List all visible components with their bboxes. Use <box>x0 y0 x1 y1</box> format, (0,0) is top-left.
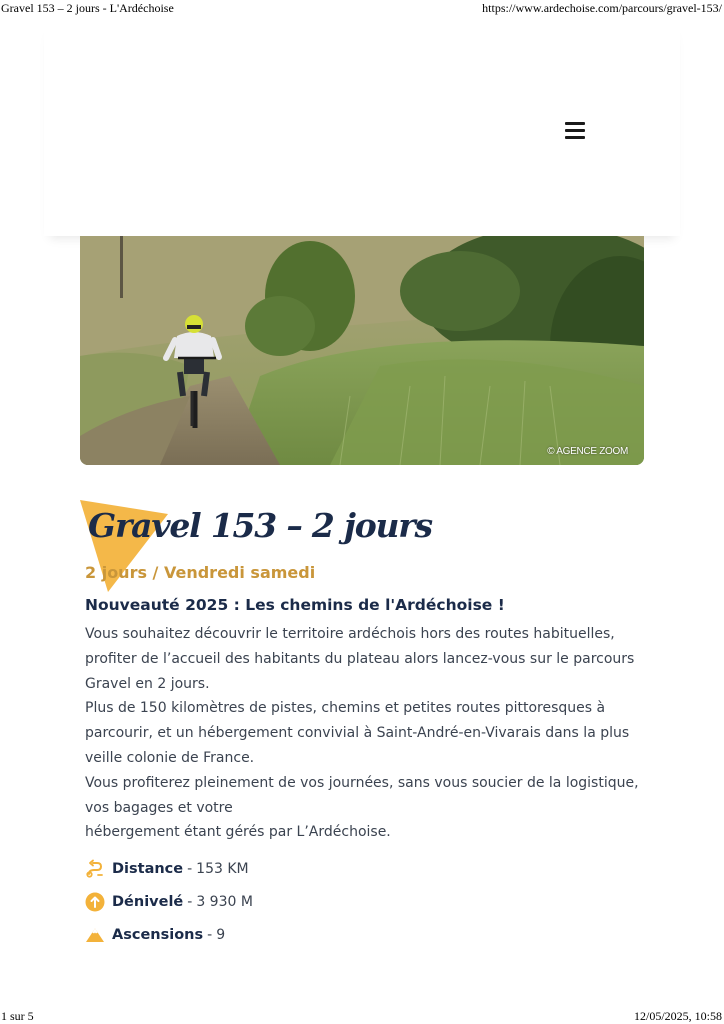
duration-subtitle: 2 jours / Vendredi samedi <box>85 563 316 582</box>
cyclist-gravel-photo <box>80 236 644 465</box>
description-line: veille colonie de France. <box>85 749 255 766</box>
stat-label: Distance <box>112 861 184 877</box>
description-line: parcourir, et un hébergement convivial à Saint-André-en-Vivarais dans la plus <box>85 725 630 742</box>
photo-credit: © AGENCE ZOOM <box>547 446 628 457</box>
stat-label: Dénivelé <box>112 894 184 910</box>
description-line: hébergement étant gérés par L’Ardéchoise. <box>85 824 391 841</box>
print-url: https://www.ardechoise.com/parcours/gravel-153/ <box>482 1 722 15</box>
description-line: Gravel en 2 jours. <box>85 675 210 692</box>
stat-value: 9 <box>216 927 226 943</box>
page-counter: 1 sur 5 <box>1 1009 34 1023</box>
section-headline: Nouveauté 2025 : Les chemins de l'Ardéchoise ! <box>85 596 505 614</box>
stat-value: 3 930 M <box>196 894 253 910</box>
stat-separator: - <box>207 927 213 943</box>
arrow-up-icon <box>85 892 105 912</box>
print-datetime: 12/05/2025, 10:58 <box>633 1009 722 1023</box>
description-line: vos bagages et votre <box>85 799 233 816</box>
stat-climbs <box>85 924 225 946</box>
stat-separator: - <box>187 894 193 910</box>
description <box>85 622 639 845</box>
mountain-icon <box>85 925 105 945</box>
stat-separator: - <box>187 861 193 877</box>
title-block <box>80 498 640 598</box>
stat-label: Ascensions <box>112 927 204 943</box>
hamburger-menu-icon[interactable] <box>563 120 587 142</box>
route-icon <box>85 859 105 879</box>
description-line: Plus de 150 kilomètres de pistes, chemins et petites routes pittoresques à <box>85 700 606 717</box>
description-line: Vous profiterez pleinement de vos journées, sans vous soucier de la logistique, <box>85 774 639 791</box>
print-page-title: Gravel 153 – 2 jours - L'Ardéchoise <box>1 1 174 15</box>
stat-elevation <box>85 891 253 913</box>
description-line: profiter de l’accueil des habitants du plateau alors lancez-vous sur le parcours <box>85 650 635 667</box>
hero-image <box>80 236 644 465</box>
description-line: Vous souhaitez découvrir le territoire ardéchois hors des routes habituelles, <box>85 626 615 642</box>
site-header <box>44 22 680 236</box>
stat-value: 153 KM <box>196 861 249 877</box>
stat-distance <box>85 858 249 880</box>
page-title: Gravel 153 – 2 jours <box>88 506 432 545</box>
